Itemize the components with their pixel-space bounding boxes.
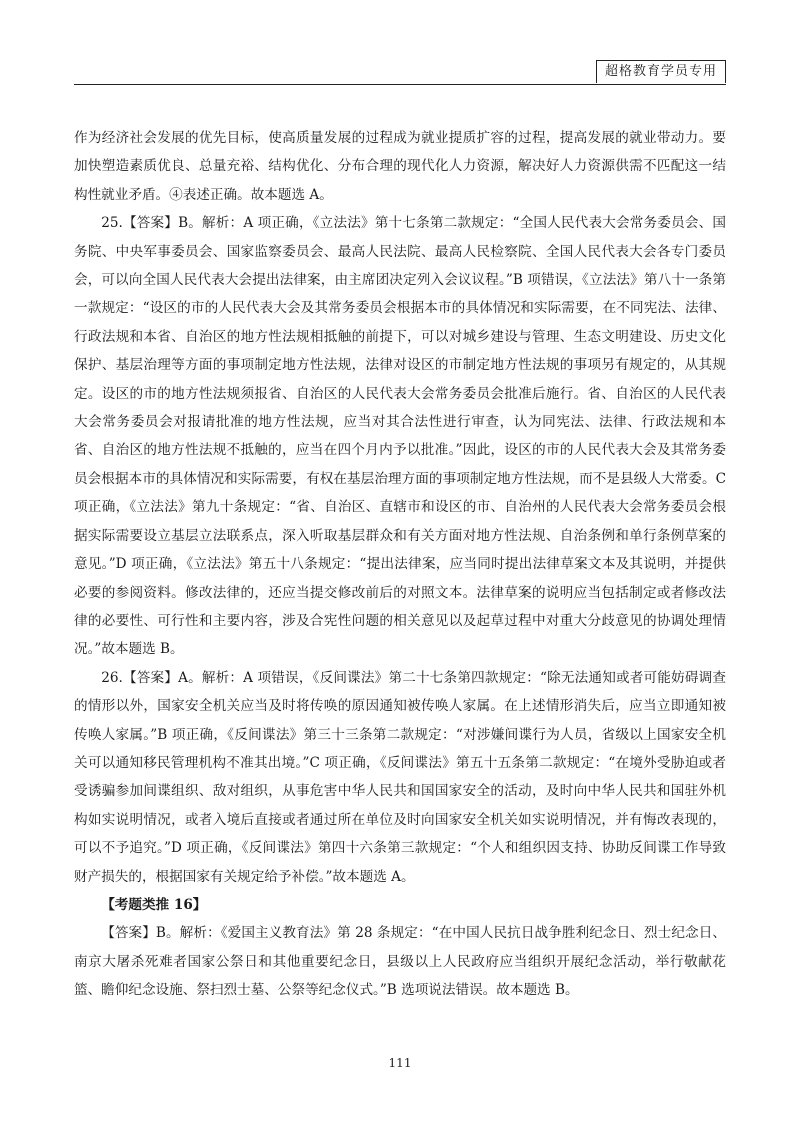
paragraph-answer-25: 25.【答案】B。解析：A 项正确，《立法法》第十七条第二款规定：“全国人民代表大会常务委员会、国务院、中央军事委员会、国家监察委员会、最高人民法院、最高人民检察院、全国人民代表大会各专门委员会，可以向全国人民代表大会提出法律案，由主席团决定列入会议议程。”B 项错误，《立法法》第八十一条第一款规定：“设区的市的人民代表大会及其常务委员会根据本市的具体情况和实际需要，在不同宪法、法律、行政法规和本省、自治区的地方性法规相抵触的前提下，可以对城乡建设与管理、生态文明建设、历史文化保护、基层治理等方面的事项制定地方性法规，法律对设区的市制定地方性法规的事项另有规定的，从其规定。设区的市的地方性法规须报省、自治区的人民代表大会常务委员会批准后施行。省、自治区的人民代表大会常务委员会对报请批准的地方性法规，应当对其合法性进行审查，认为同宪法、法律、行政法规和本省、自治区的地方性法规不抵触的，应当在四个月内予以批准。”因此，设区的市的人民代表大会及其常务委员会根据本市的具体情况和实际需要，有权在基层治理方面的事项制定地方性法规，而不是县级人大常委。C 项正确，《立法法》第九十条规定：“省、自治区、直辖市和设区的市、自治州的人民代表大会常务委员会根据实际需要设立基层立法联系点，深入听取基层群众和有关方面对地方性法规、自治条例和单行条例草案的意见。”D 项正确，《立法法》第五十八条规定：“提出法律案，应当同时提出法律草案文本及其说明，并提供必要的参阅资料。修改法律的，还应当提交修改前后的对照文本。法律草案的说明应当包括制定或者修改法律的必要性、可行性和主要内容，涉及合宪性问题的相关意见以及起草过程中对重大分歧意见的协调处理情况。”故本题选 B。 (74, 215, 726, 658)
page-content (74, 124, 726, 1005)
header-tag: 超格教育学员专用 (596, 60, 726, 83)
paragraph-answer-26: 26.【答案】A。解析：A 项错误，《反间谍法》第二十七条第四款规定：“除无法通知或者可能妨碍调查的情形以外，国家安全机关应当及时将传唤的原因通知被传唤人家属。在上述情形消失后，应当立即通知被传唤人家属。”B 项正确，《反间谍法》第三十三条第二款规定：“对涉嫌间谍行为人员，省级以上国家安全机关可以通知移民管理机构不准其出境。”C 项正确，《反间谍法》第五十五条第二款规定：“在境外受胁迫或者受诱骗参加间谍组织、敌对组织，从事危害中华人民共和国国家安全的活动，及时向中华人民共和国驻外机构如实说明情况，或者入境后直接或者通过所在单位及时向国家安全机关如实说明情况，并有悔改表现的，可以不予追究。”D 项正确，《反间谍法》第四十六条第三款规定：“个人和组织因支持、协助反间谍工作导致财产损失的，根据国家有关规定给予补偿。”故本题选 A。 (74, 669, 726, 885)
section-label-similar-question: 【考题类推 16】 (101, 896, 207, 913)
header-rule (74, 84, 726, 85)
paragraph-continuation: 作为经济社会发展的优先目标，使高质量发展的过程成为就业提质扩容的过程，提高发展的就业带动力。要加快塑造素质优良、总量充裕、结构优化、分布合理的现代化人力资源，解决好人力资源供需不匹配这一结构性就业矛盾。④表述正确。故本题选 A。 (74, 130, 726, 203)
page-number: 111 (388, 1056, 412, 1070)
paragraph-similar-answer: 【答案】B。解析：《爱国主义教育法》第 28 条规定：“在中国人民抗日战争胜利纪念日、烈士纪念日、南京大屠杀死难者国家公祭日和其他重要纪念日，县级以上人民政府应当组织开展纪念活动，举行敬献花篮、瞻仰纪念设施、祭扫烈士墓、公祭等纪念仪式。”B 选项说法错误。故本题选 B。 (74, 925, 726, 999)
